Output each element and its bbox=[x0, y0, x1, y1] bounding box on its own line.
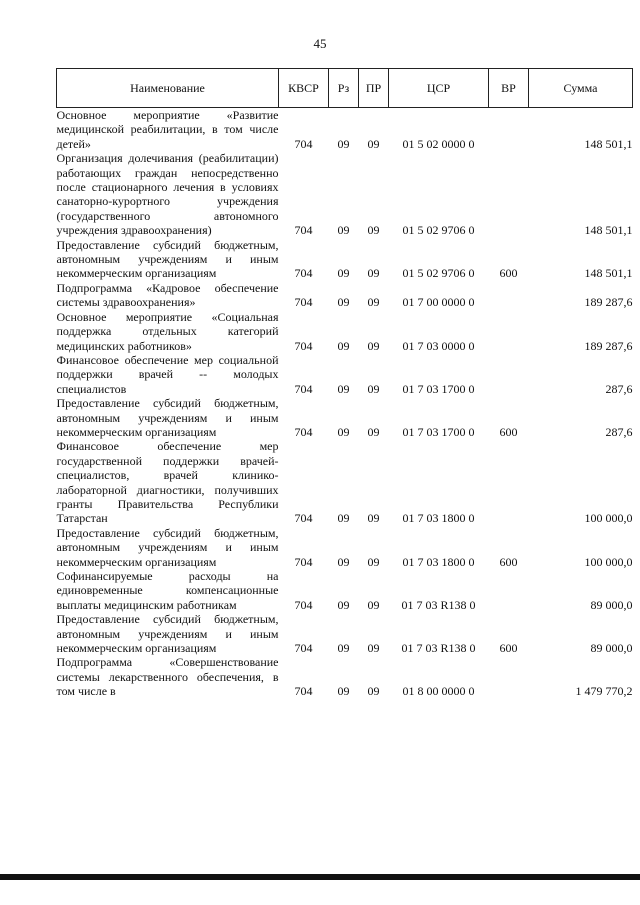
row-name: Финансовое обеспечение мер социальной поддержки врачей -- молодых специалистов bbox=[56, 352, 279, 396]
row-name: Предоставление субсидий бюджетным, автономным учреждениям и иным некоммерческим организациям bbox=[56, 612, 279, 656]
row-rz: 09 bbox=[337, 554, 350, 569]
row-name: Основное мероприятие «Развитие медицинской реабилитации, в том числе детей» bbox=[56, 108, 279, 151]
row-kvsr: 704 bbox=[294, 511, 313, 526]
table-row bbox=[57, 281, 633, 310]
row-sum: 89 000,0 bbox=[590, 641, 633, 656]
row-rz: 09 bbox=[337, 641, 350, 656]
table-row bbox=[57, 569, 633, 612]
row-pr: 09 bbox=[367, 597, 380, 612]
row-csr: 01 7 03 0000 0 bbox=[402, 338, 475, 353]
row-pr: 09 bbox=[367, 338, 380, 353]
row-kvsr: 704 bbox=[294, 223, 313, 238]
row-vr: 600 bbox=[499, 554, 518, 569]
row-name: Подпрограмма «Кадровое обеспечение системы здравоохранения» bbox=[56, 280, 279, 310]
table-row bbox=[57, 310, 633, 353]
row-kvsr: 704 bbox=[294, 597, 313, 612]
row-csr: 01 5 02 9706 0 bbox=[402, 266, 475, 281]
table-row bbox=[57, 353, 633, 396]
row-kvsr: 704 bbox=[294, 295, 313, 310]
row-rz: 09 bbox=[337, 136, 350, 151]
row-csr: 01 7 03 1800 0 bbox=[402, 511, 475, 526]
header-name: Наименование bbox=[57, 69, 279, 108]
row-pr: 09 bbox=[367, 641, 380, 656]
row-vr bbox=[489, 569, 529, 612]
row-csr: 01 7 03 1700 0 bbox=[402, 424, 475, 439]
row-vr bbox=[489, 439, 529, 525]
row-pr: 09 bbox=[367, 223, 380, 238]
row-csr: 01 5 02 0000 0 bbox=[402, 136, 475, 151]
row-kvsr: 704 bbox=[294, 641, 313, 656]
row-rz: 09 bbox=[337, 295, 350, 310]
row-pr: 09 bbox=[367, 136, 380, 151]
row-rz: 09 bbox=[337, 266, 350, 281]
row-pr: 09 bbox=[367, 266, 380, 281]
row-rz: 09 bbox=[337, 381, 350, 396]
row-sum: 148 501,1 bbox=[584, 266, 633, 281]
row-vr bbox=[489, 310, 529, 353]
header-vr: ВР bbox=[489, 69, 529, 108]
row-vr bbox=[489, 281, 529, 310]
row-sum: 287,6 bbox=[605, 424, 633, 439]
header-kvsr: КВСР bbox=[279, 69, 329, 108]
row-vr bbox=[489, 655, 529, 698]
table-row bbox=[57, 396, 633, 439]
table-row bbox=[57, 151, 633, 237]
header-csr: ЦСР bbox=[389, 69, 489, 108]
row-sum: 189 287,6 bbox=[584, 338, 633, 353]
table-row bbox=[57, 655, 633, 698]
row-pr: 09 bbox=[367, 554, 380, 569]
row-vr: 600 bbox=[499, 641, 518, 656]
row-name: Предоставление субсидий бюджетным, автономным учреждениям и иным некоммерческим организациям bbox=[56, 237, 279, 281]
page-bottom-border bbox=[0, 874, 640, 880]
table-row bbox=[57, 612, 633, 655]
row-sum: 148 501,1 bbox=[584, 136, 633, 151]
row-sum: 287,6 bbox=[605, 381, 633, 396]
row-vr: 600 bbox=[499, 266, 518, 281]
header-rz: Рз bbox=[329, 69, 359, 108]
row-sum: 100 000,0 bbox=[584, 554, 633, 569]
row-name: Софинансируемые расходы на единовременные компенсационные выплаты медицинским работникам bbox=[56, 569, 279, 612]
row-kvsr: 704 bbox=[294, 684, 313, 699]
table-row bbox=[57, 108, 633, 152]
row-pr: 09 bbox=[367, 381, 380, 396]
row-sum: 189 287,6 bbox=[584, 295, 633, 310]
table-row bbox=[57, 238, 633, 281]
row-name: Предоставление субсидий бюджетным, автономным учреждениям и иным некоммерческим организациям bbox=[56, 525, 279, 569]
row-rz: 09 bbox=[337, 684, 350, 699]
row-csr: 01 8 00 0000 0 bbox=[402, 684, 475, 699]
row-name: Организация долечивания (реабилитации) работающих граждан непосредственно после стационарного лечения в условиях санаторно-курортного учреждения (государственного автономного учреждения здравоохранения) bbox=[56, 151, 279, 238]
row-pr: 09 bbox=[367, 295, 380, 310]
table-row bbox=[57, 526, 633, 569]
row-name: Основное мероприятие «Социальная поддержка отдельных категорий медицинских работников» bbox=[56, 309, 279, 353]
row-csr: 01 7 03 R138 0 bbox=[401, 641, 476, 656]
row-kvsr: 704 bbox=[294, 424, 313, 439]
row-rz: 09 bbox=[337, 597, 350, 612]
row-rz: 09 bbox=[337, 223, 350, 238]
row-vr bbox=[489, 151, 529, 237]
row-sum: 100 000,0 bbox=[584, 511, 633, 526]
row-csr: 01 7 00 0000 0 bbox=[402, 295, 475, 310]
row-csr: 01 7 03 1700 0 bbox=[402, 381, 475, 396]
row-name: Предоставление субсидий бюджетным, автономным учреждениям и иным некоммерческим организациям bbox=[56, 396, 279, 439]
row-sum: 89 000,0 bbox=[590, 597, 633, 612]
row-kvsr: 704 bbox=[294, 381, 313, 396]
row-csr: 01 7 03 R138 0 bbox=[401, 597, 476, 612]
header-sum: Сумма bbox=[529, 69, 633, 108]
table-header-row bbox=[57, 69, 633, 108]
row-rz: 09 bbox=[337, 338, 350, 353]
row-pr: 09 bbox=[367, 684, 380, 699]
row-vr bbox=[489, 353, 529, 396]
row-pr: 09 bbox=[367, 424, 380, 439]
row-sum: 148 501,1 bbox=[584, 223, 633, 238]
row-kvsr: 704 bbox=[294, 338, 313, 353]
row-csr: 01 5 02 9706 0 bbox=[402, 223, 475, 238]
row-vr bbox=[489, 108, 529, 152]
row-kvsr: 704 bbox=[294, 554, 313, 569]
table-row bbox=[57, 439, 633, 525]
row-sum: 1 479 770,2 bbox=[575, 684, 633, 699]
header-pr: ПР bbox=[359, 69, 389, 108]
row-rz: 09 bbox=[337, 511, 350, 526]
row-rz: 09 bbox=[337, 424, 350, 439]
row-kvsr: 704 bbox=[294, 136, 313, 151]
page-number: 45 bbox=[313, 36, 327, 51]
row-vr: 600 bbox=[499, 424, 518, 439]
row-pr: 09 bbox=[367, 511, 380, 526]
budget-table bbox=[56, 68, 633, 699]
row-csr: 01 7 03 1800 0 bbox=[402, 554, 475, 569]
row-name: Подпрограмма «Совершенствование системы лекарственного обеспечения, в том числе в bbox=[56, 655, 279, 699]
row-name: Финансовое обеспечение мер государственной поддержки врачей-специалистов, врачей клинико-лабораторной диагностики, получивших гранты Правительства Республики Татарстан bbox=[56, 439, 279, 526]
row-kvsr: 704 bbox=[294, 266, 313, 281]
